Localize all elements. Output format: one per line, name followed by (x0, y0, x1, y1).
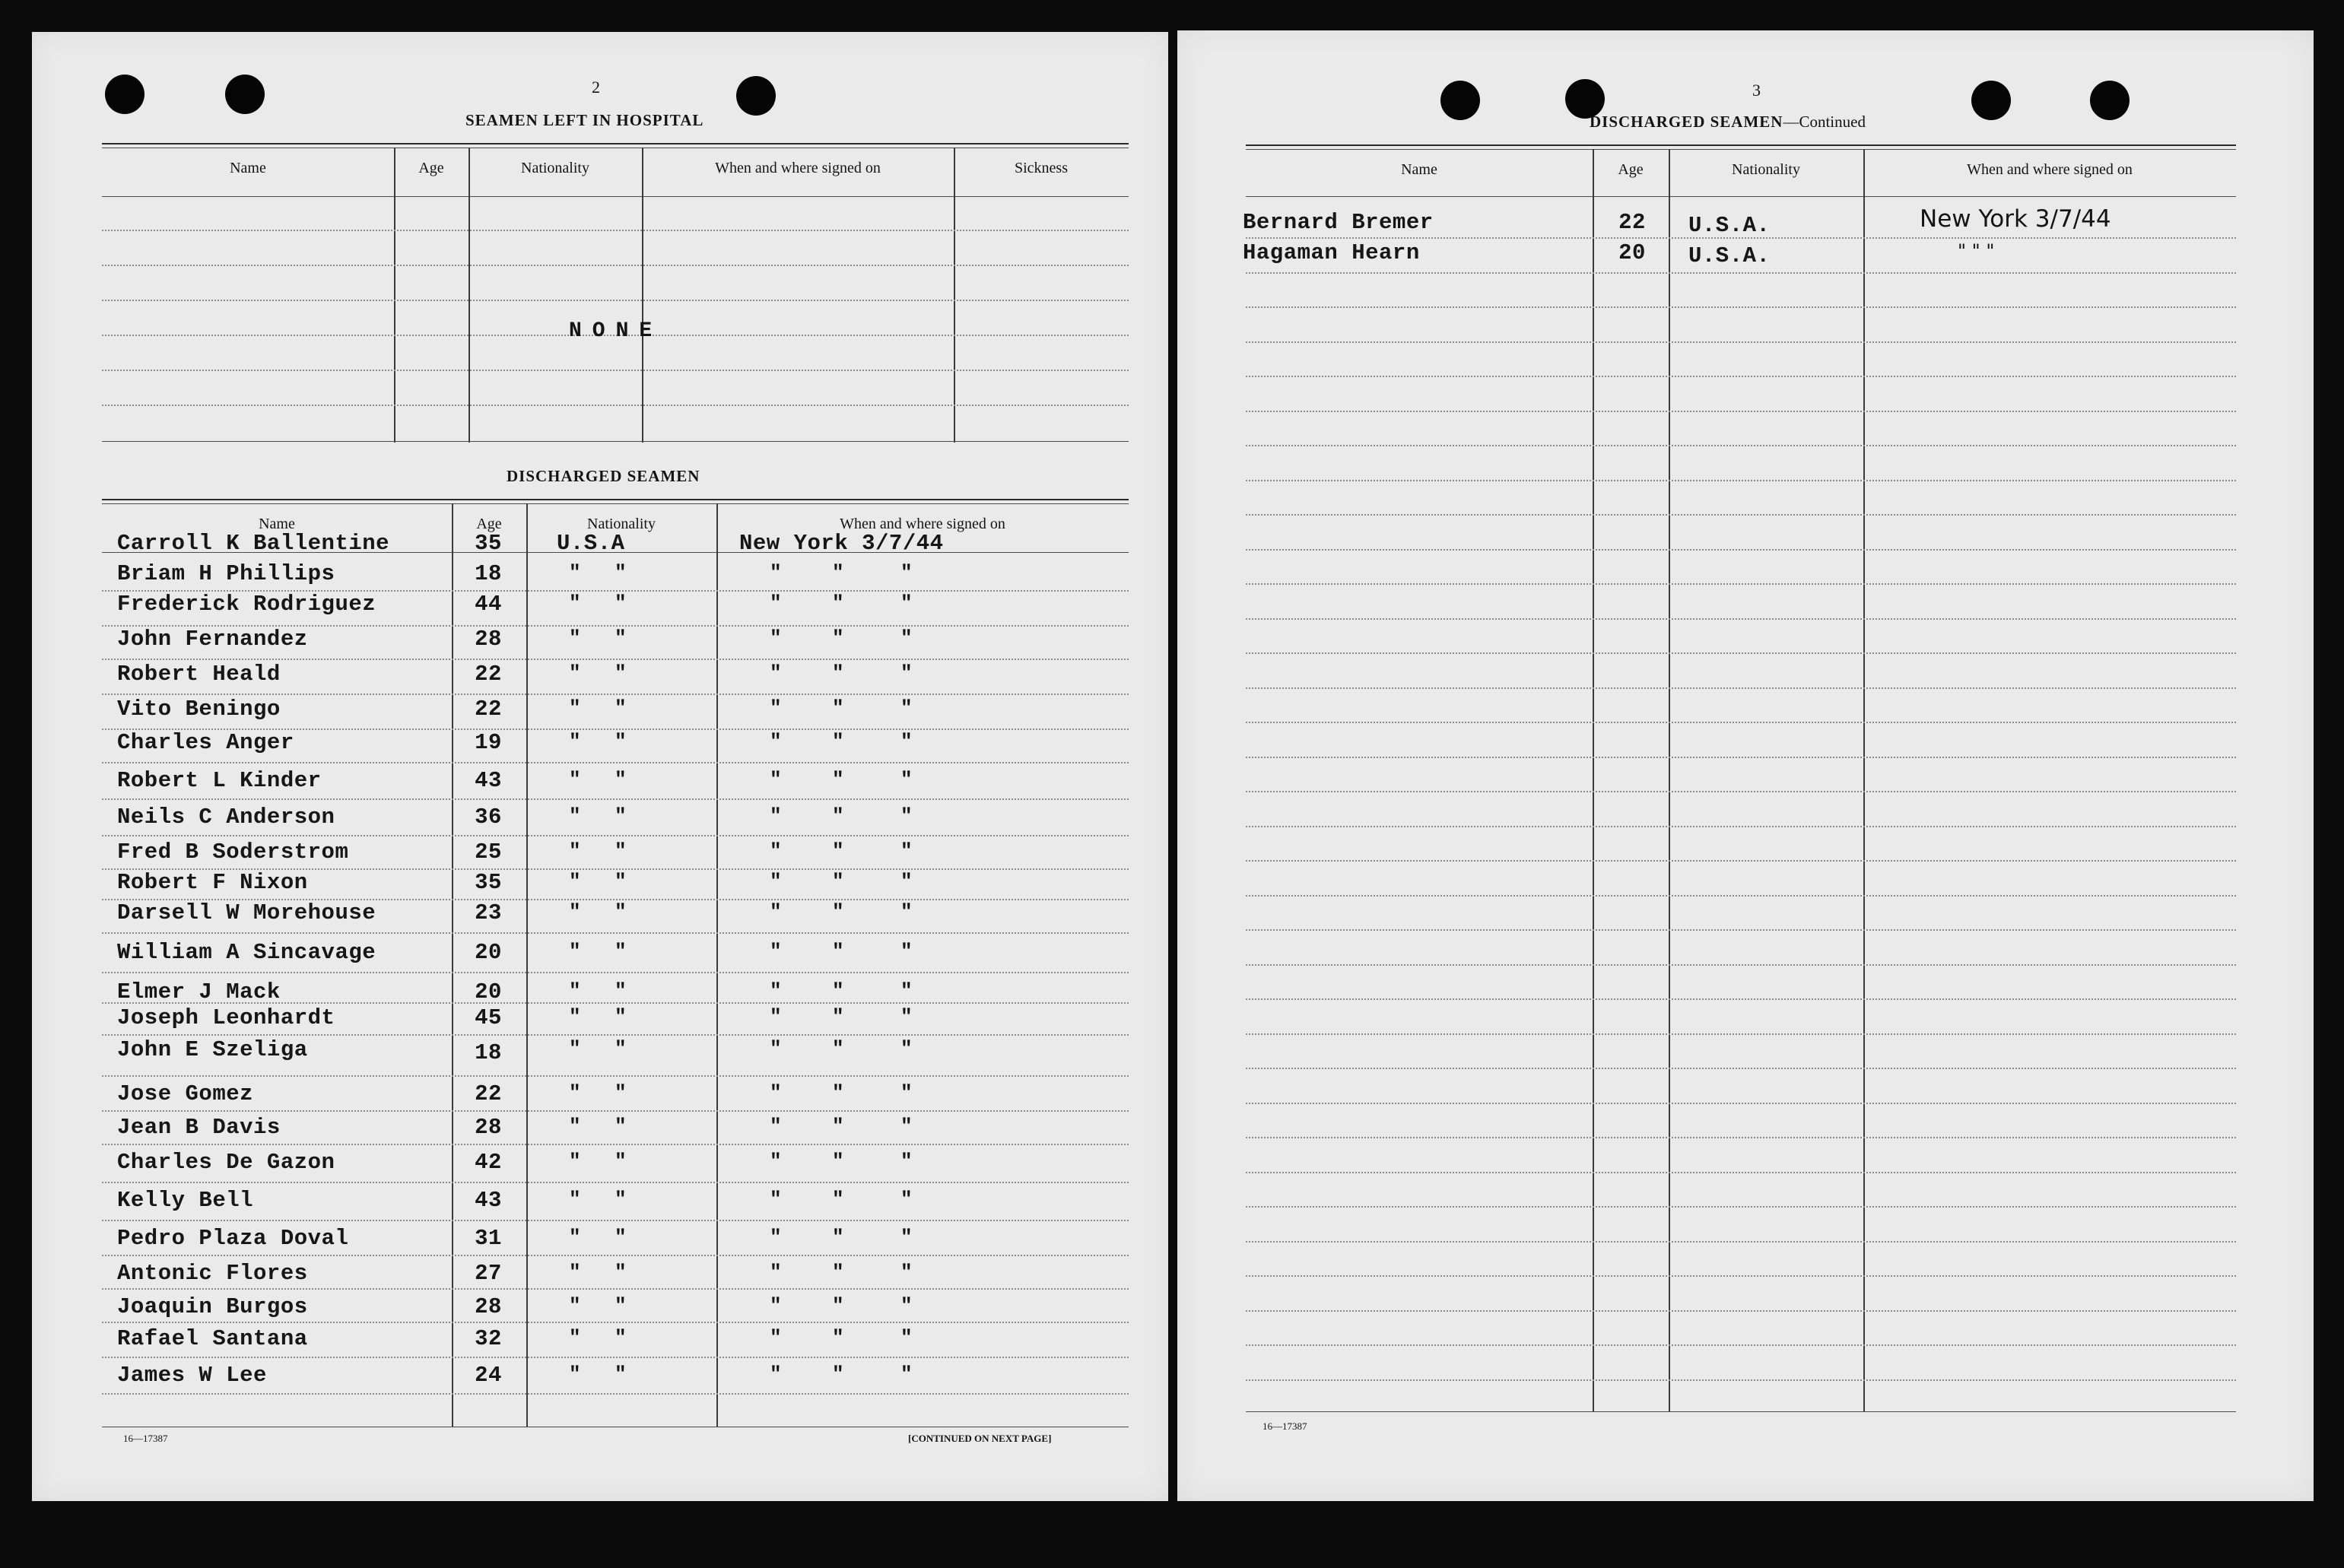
table-row-name: William A Sincavage (117, 940, 376, 965)
ditto-mark: " (569, 768, 581, 791)
row-line (102, 1255, 1129, 1256)
table-row-name: Joseph Leonhardt (117, 1005, 335, 1030)
table-row-nationality: U.S.A. (1688, 243, 1771, 268)
ditto-mark: " (770, 768, 782, 791)
ditto-mark: " (770, 870, 782, 893)
ditto-mark: " (900, 768, 913, 791)
ditto-mark: " (832, 730, 844, 753)
punch-hole (1440, 81, 1480, 120)
row-line (1246, 1275, 2236, 1277)
right-header-signed-on: When and where signed on (1967, 161, 2133, 178)
ditto-mark: " (900, 1115, 913, 1138)
hospital-header-name: Name (230, 160, 266, 176)
row-line (1246, 998, 2236, 1000)
row-line (1246, 1379, 2236, 1381)
discharged-header-age: Age (476, 516, 502, 532)
hospital-header-signed-on: When and where signed on (715, 160, 881, 176)
table-row-name: John E Szeliga (117, 1037, 308, 1062)
table-row-name: Vito Beningo (117, 697, 281, 722)
row-line (1246, 411, 2236, 412)
ditto-mark: " (615, 1294, 627, 1317)
table-row-name: Antonic Flores (117, 1261, 308, 1286)
page-number: 3 (1752, 81, 1761, 100)
ditto-mark: " (832, 840, 844, 862)
form-number: 16—17387 (1263, 1420, 1307, 1432)
row-line (1246, 618, 2236, 620)
table-top-rule (102, 503, 1129, 504)
punch-hole (1971, 81, 2011, 120)
table-row-age: 25 (475, 840, 502, 865)
ditto-mark: " (832, 1226, 844, 1249)
ditto-mark: " (770, 1326, 782, 1349)
ditto-mark: " (900, 1037, 913, 1060)
ditto-mark: " (900, 1363, 913, 1385)
column-divider (468, 148, 470, 443)
row-line (1246, 791, 2236, 792)
table-row-name: Jean B Davis (117, 1115, 281, 1140)
discharged-header-nationality: Nationality (587, 516, 656, 532)
ditto-mark: " (615, 1115, 627, 1138)
ditto-mark: " (569, 1150, 581, 1173)
punch-hole (225, 75, 265, 114)
table-row-signed-on: New York 3/7/44 (1920, 205, 2111, 233)
table-row-name: James W Lee (117, 1363, 267, 1388)
ditto-mark: " (900, 1326, 913, 1349)
left-page (32, 32, 1168, 1501)
row-line (102, 1075, 1129, 1077)
ditto-mark: " (615, 1261, 627, 1284)
row-line (1246, 652, 2236, 654)
ditto-mark: " (569, 1326, 581, 1349)
discharged-section-title: DISCHARGED SEAMEN (507, 467, 700, 485)
ditto-mark: " (832, 1150, 844, 1173)
ditto-mark: " (615, 1363, 627, 1385)
row-line (1246, 1103, 2236, 1104)
ditto-mark: " (832, 1115, 844, 1138)
table-row-name: John Fernandez (117, 627, 308, 652)
ditto-mark: " (569, 979, 581, 1002)
ditto-mark: " (832, 561, 844, 584)
ditto-mark: " (832, 627, 844, 649)
ditto-mark: " (615, 627, 627, 649)
ditto-mark: " (900, 900, 913, 923)
table-row-age: 18 (475, 1040, 502, 1065)
table-row-name: Charles De Gazon (117, 1150, 335, 1175)
ditto-mark: " (900, 561, 913, 584)
header-rule (102, 196, 1129, 197)
table-row-age: 28 (475, 1294, 502, 1319)
table-row-age: 22 (1618, 210, 1646, 235)
ditto-mark: " (615, 697, 627, 719)
ditto-mark: " (832, 1326, 844, 1349)
ditto-mark: " (770, 1188, 782, 1211)
table-row-name: Rafael Santana (117, 1326, 308, 1351)
table-row-age: 27 (475, 1261, 502, 1286)
row-line (1246, 306, 2236, 308)
ditto-mark: " (569, 1081, 581, 1104)
table-row-nationality: U.S.A (557, 531, 625, 556)
table-row-name: Carroll K Ballentine (117, 531, 390, 556)
ditto-mark: " (569, 1294, 581, 1317)
ditto-mark: " (770, 561, 782, 584)
ditto-mark: " (770, 1005, 782, 1028)
ditto-mark: " (770, 1226, 782, 1249)
hospital-header-nationality: Nationality (521, 160, 589, 176)
table-row-age: 23 (475, 900, 502, 925)
table-row-age: 20 (475, 940, 502, 965)
ditto-mark: " (569, 627, 581, 649)
ditto-mark: " (569, 1363, 581, 1385)
row-line (1246, 445, 2236, 446)
table-row-age: 18 (475, 561, 502, 586)
column-divider (1593, 149, 1594, 1411)
row-line (1246, 1241, 2236, 1243)
table-row-age: 43 (475, 1188, 502, 1213)
table-bottom-rule (102, 441, 1129, 442)
ditto-mark: " (569, 1261, 581, 1284)
row-line (102, 1357, 1129, 1358)
row-line (1246, 1344, 2236, 1346)
ditto-mark: " (832, 1037, 844, 1060)
table-row-name: Charles Anger (117, 730, 294, 755)
right-header-age: Age (1618, 161, 1644, 178)
ditto-mark: " (569, 592, 581, 614)
ditto-mark: " (900, 1150, 913, 1173)
row-line (1246, 376, 2236, 377)
ditto-mark: " (832, 900, 844, 923)
table-row-age: 36 (475, 805, 502, 830)
row-line (102, 405, 1129, 406)
table-row-name: Hagaman Hearn (1243, 240, 1420, 265)
title-suffix: —Continued (1783, 113, 1866, 131)
ditto-mark: " (615, 1188, 627, 1211)
row-line (1246, 860, 2236, 862)
ditto-mark: " (569, 870, 581, 893)
table-row-age: 42 (475, 1150, 502, 1175)
row-line (1246, 722, 2236, 723)
table-row-age: 31 (475, 1226, 502, 1251)
ditto-mark: " (770, 1081, 782, 1104)
ditto-mark: " (615, 1226, 627, 1249)
row-line (102, 1288, 1129, 1290)
ditto-mark: " (615, 592, 627, 614)
form-number: 16—17387 (123, 1433, 168, 1444)
table-top-rule (1246, 149, 2236, 150)
table-row-age: 28 (475, 627, 502, 652)
ditto-mark: " (900, 805, 913, 827)
ditto-mark: " (832, 1363, 844, 1385)
ditto-mark: " (615, 768, 627, 791)
ditto-mark: " (569, 805, 581, 827)
row-line (1246, 341, 2236, 343)
row-line (102, 1144, 1129, 1145)
table-row-signed-on: New York 3/7/44 (739, 531, 944, 556)
ditto-mark: " (770, 805, 782, 827)
ditto-mark: " (569, 730, 581, 753)
ditto-mark: " (832, 768, 844, 791)
table-row-name: Bernard Bremer (1243, 210, 1434, 235)
table-row-age: 35 (475, 870, 502, 895)
ditto-mark: " (569, 1005, 581, 1028)
ditto-mark: " (615, 1081, 627, 1104)
ditto-mark: " (569, 697, 581, 719)
row-line (1246, 1033, 2236, 1035)
ditto-mark: " (569, 1037, 581, 1060)
row-line (102, 972, 1129, 973)
row-line (102, 659, 1129, 660)
ditto-mark: " (770, 900, 782, 923)
row-line (102, 762, 1129, 763)
row-line (1246, 687, 2236, 689)
ditto-mark: " (615, 900, 627, 923)
table-row-name: Neils C Anderson (117, 805, 335, 830)
row-line (102, 1322, 1129, 1323)
row-line (102, 230, 1129, 231)
ditto-mark: " (900, 627, 913, 649)
ditto-mark: " (615, 840, 627, 862)
ditto-mark: " (569, 940, 581, 963)
table-row-age: 20 (475, 979, 502, 1005)
table-row-name: Pedro Plaza Doval (117, 1226, 349, 1251)
ditto-mark: " (615, 1005, 627, 1028)
ditto-mark: " (900, 940, 913, 963)
ditto-mark: " (900, 730, 913, 753)
ditto-mark: " (900, 979, 913, 1002)
ditto-mark: " (569, 840, 581, 862)
table-row-name: Robert Heald (117, 662, 281, 687)
row-line (1246, 272, 2236, 274)
table-row-age: 28 (475, 1115, 502, 1140)
table-bottom-rule (1246, 1411, 2236, 1412)
row-line (102, 694, 1129, 695)
row-line (1246, 1206, 2236, 1208)
ditto-mark: " (615, 730, 627, 753)
ditto-mark: " (832, 940, 844, 963)
ditto-mark: " (770, 1150, 782, 1173)
ditto-mark: " (832, 1005, 844, 1028)
row-line (102, 1182, 1129, 1183)
ditto-mark: " (832, 1081, 844, 1104)
hospital-header-age: Age (418, 160, 444, 176)
ditto-mark: " (615, 805, 627, 827)
ditto-mark: " (615, 940, 627, 963)
table-row-age: 22 (475, 662, 502, 687)
row-line (1246, 583, 2236, 585)
table-row-name: Kelly Bell (117, 1188, 254, 1213)
ditto-mark: " (569, 561, 581, 584)
row-line (1246, 895, 2236, 897)
ditto-mark: " (770, 730, 782, 753)
row-line (102, 798, 1129, 800)
row-line (102, 1393, 1129, 1395)
header-rule (1246, 196, 2236, 197)
ditto-mark: " (569, 1115, 581, 1138)
ditto-mark: " (900, 592, 913, 614)
ditto-mark: " (832, 592, 844, 614)
row-line (1246, 929, 2236, 931)
hospital-header-sickness: Sickness (1015, 160, 1068, 176)
ditto-mark: " (900, 1226, 913, 1249)
ditto-mark: " (832, 1294, 844, 1317)
punch-hole (736, 76, 776, 116)
ditto-mark: " (770, 1294, 782, 1317)
ditto-mark: " (900, 870, 913, 893)
row-line (102, 1110, 1129, 1112)
row-line (102, 300, 1129, 301)
ditto-mark: " (770, 1363, 782, 1385)
ditto-mark: " (770, 1115, 782, 1138)
ditto-mark: " (569, 1188, 581, 1211)
table-row-name: Joaquin Burgos (117, 1294, 308, 1319)
punch-hole (2090, 81, 2130, 120)
ditto-mark: " (770, 627, 782, 649)
ditto-mark: " (900, 697, 913, 719)
row-line (1246, 480, 2236, 481)
right-header-name: Name (1401, 161, 1437, 178)
table-top-rule (102, 143, 1129, 144)
ditto-mark: " (900, 1261, 913, 1284)
ditto-mark: " (569, 900, 581, 923)
discharged-continued-title (1590, 113, 1866, 132)
table-row-name: Briam H Phillips (117, 561, 335, 586)
ditto-mark: " (615, 1150, 627, 1173)
table-row-signed-on: " " " (1958, 240, 1995, 262)
row-line (102, 265, 1129, 266)
table-row-name: Jose Gomez (117, 1081, 254, 1106)
ditto-mark: " (615, 979, 627, 1002)
ditto-mark: " (569, 1226, 581, 1249)
table-row-nationality: U.S.A. (1688, 213, 1771, 238)
table-row-age: 20 (1618, 240, 1646, 265)
ditto-mark: " (569, 662, 581, 684)
row-line (1246, 1172, 2236, 1173)
table-top-rule (1246, 144, 2236, 146)
ditto-mark: " (900, 662, 913, 684)
ditto-mark: " (900, 840, 913, 862)
row-line (102, 1220, 1129, 1221)
table-top-rule (102, 499, 1129, 500)
ditto-mark: " (900, 1188, 913, 1211)
ditto-mark: " (770, 662, 782, 684)
row-line (102, 370, 1129, 371)
table-row-age: 43 (475, 768, 502, 793)
row-line (102, 932, 1129, 934)
row-line (1246, 1068, 2236, 1069)
ditto-mark: " (615, 870, 627, 893)
hospital-none-entry: NONE (569, 319, 663, 343)
ditto-mark: " (832, 662, 844, 684)
punch-hole (105, 75, 145, 114)
table-row-age: 22 (475, 1081, 502, 1106)
ditto-mark: " (900, 1005, 913, 1028)
ditto-mark: " (770, 1261, 782, 1284)
table-row-age: 24 (475, 1363, 502, 1388)
ditto-mark: " (900, 1081, 913, 1104)
row-line (1246, 826, 2236, 827)
discharged-header-signed-on: When and where signed on (840, 516, 1005, 532)
right-header-nationality: Nationality (1732, 161, 1800, 178)
table-row-name: Robert F Nixon (117, 870, 308, 895)
column-divider (394, 148, 395, 443)
ditto-mark: " (770, 1037, 782, 1060)
column-divider (642, 148, 643, 443)
table-row-name: Fred B Soderstrom (117, 840, 349, 865)
right-page (1177, 30, 2314, 1501)
row-line (1246, 757, 2236, 758)
table-row-name: Robert L Kinder (117, 768, 322, 793)
table-row-age: 35 (475, 531, 502, 556)
ditto-mark: " (615, 561, 627, 584)
ditto-mark: " (900, 1294, 913, 1317)
table-row-name: Elmer J Mack (117, 979, 281, 1005)
row-line (102, 1034, 1129, 1036)
row-line (1246, 549, 2236, 551)
page-number: 2 (592, 78, 600, 97)
title-main: DISCHARGED SEAMEN (1590, 113, 1783, 131)
ditto-mark: " (832, 979, 844, 1002)
row-line (1246, 514, 2236, 516)
table-row-name: Darsell W Morehouse (117, 900, 376, 925)
ditto-mark: " (770, 592, 782, 614)
ditto-mark: " (615, 662, 627, 684)
row-line (1246, 964, 2236, 966)
table-row-age: 32 (475, 1326, 502, 1351)
column-divider (1669, 149, 1670, 1411)
table-row-name: Frederick Rodriguez (117, 592, 376, 617)
ditto-mark: " (615, 1037, 627, 1060)
ditto-mark: " (832, 1261, 844, 1284)
table-row-age: 22 (475, 697, 502, 722)
ditto-mark: " (832, 870, 844, 893)
table-row-age: 45 (475, 1005, 502, 1030)
table-row-age: 19 (475, 730, 502, 755)
continued-note: [CONTINUED ON NEXT PAGE] (908, 1433, 1052, 1444)
column-divider (954, 148, 955, 443)
hospital-section-title: SEAMEN LEFT IN HOSPITAL (465, 111, 704, 129)
ditto-mark: " (770, 697, 782, 719)
ditto-mark: " (832, 1188, 844, 1211)
row-line (1246, 1310, 2236, 1312)
row-line (102, 835, 1129, 836)
ditto-mark: " (615, 1326, 627, 1349)
ditto-mark: " (832, 697, 844, 719)
ditto-mark: " (770, 940, 782, 963)
column-divider (1863, 149, 1865, 1411)
ditto-mark: " (770, 840, 782, 862)
row-line (1246, 1137, 2236, 1138)
table-row-age: 44 (475, 592, 502, 617)
ditto-mark: " (832, 805, 844, 827)
discharged-header-name: Name (259, 516, 295, 532)
ditto-mark: " (770, 979, 782, 1002)
